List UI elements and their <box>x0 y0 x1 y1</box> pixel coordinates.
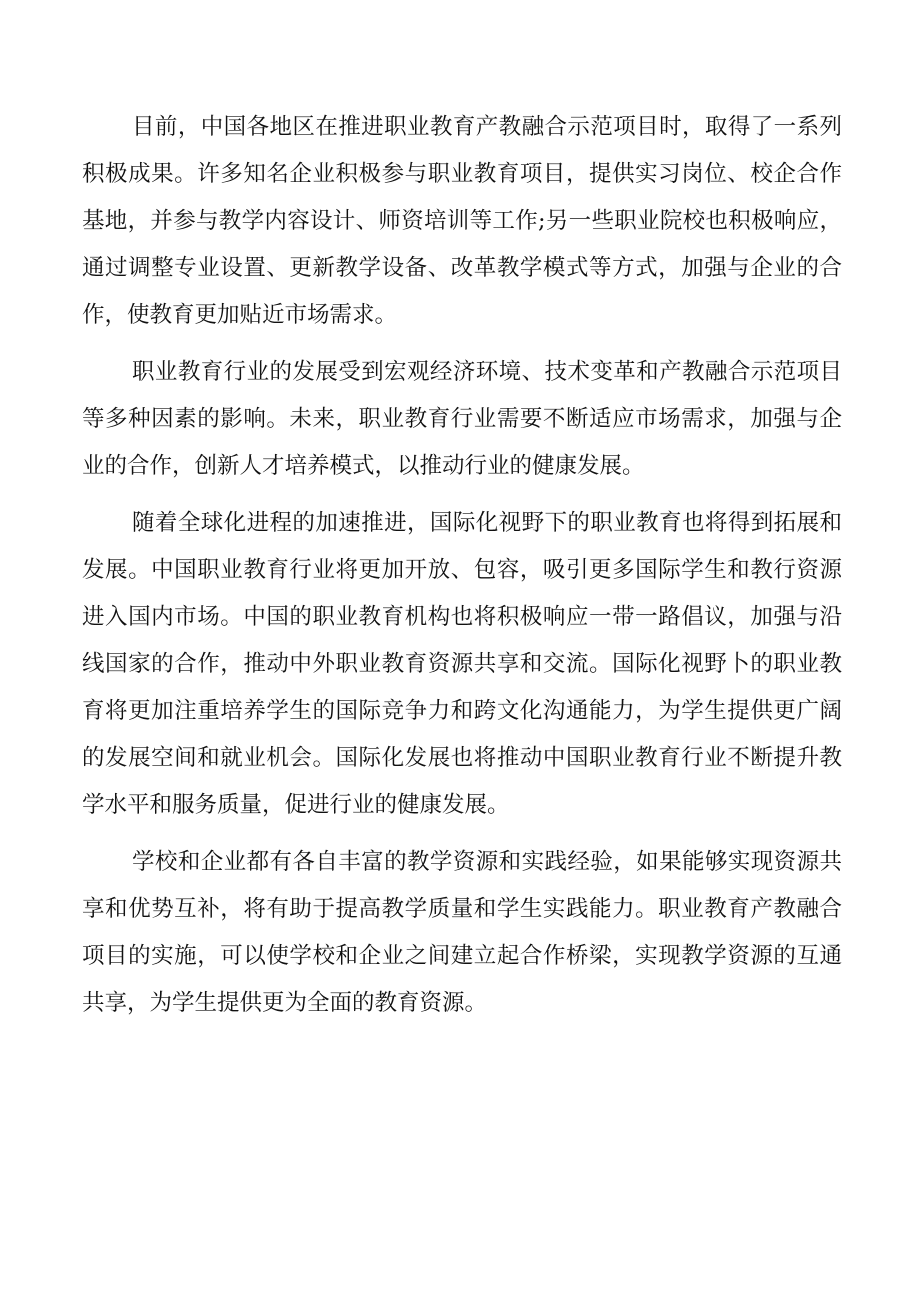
paragraph-2: 职业教育行业的发展受到宏观经济环境、技术变革和产教融合示范项目等多种因素的影响。未来，职业教育行业需要不断适应市场需求，加强与企业的合作，创新人才培养模式，以推动行业的健康发展。 <box>82 359 842 479</box>
document-body <box>82 104 842 1037</box>
paragraph-1: 目前，中国各地区在推进职业教育产教融合示范项目时，取得了一系列积极成果。许多知名企业积极参与职业教育项目，提供实习岗位、校企合作基地，并参与教学内容设计、师资培训等工作;另一些职业院校也积极响应，通过调整专业设置、更新教学设备、改革教学模式等方式，加强与企业的合作，使教育更加贴近市场需求。 <box>82 114 842 328</box>
paragraph-4: 学校和企业都有各自丰富的教学资源和实践经验，如果能够实现资源共享和优势互补，将有助于提高教学质量和学生实践能力。职业教育产教融合项目的实施，可以使学校和企业之间建立起合作桥梁，实现教学资源的互通共享，为学生提供更为全面的教育资源。 <box>82 849 842 1016</box>
paragraph-3: 随着全球化进程的加速推进，国际化视野下的职业教育也将得到拓展和发展。中国职业教育行业将更加开放、包容，吸引更多国际学生和教行资源进入国内市场。中国的职业教育机构也将积极响应一带一路倡议，加强与沿线国家的合作，推动中外职业教育资源共享和交流。国际化视野卜的职业教育将更加注重培养学生的国际竞争力和跨文化沟通能力，为学生提供更广阔的发展空间和就业机会。国际化发展也将推动中国职业教育行业不断提升教学水平和服务质量，促进行业的健康发展。 <box>82 510 842 818</box>
